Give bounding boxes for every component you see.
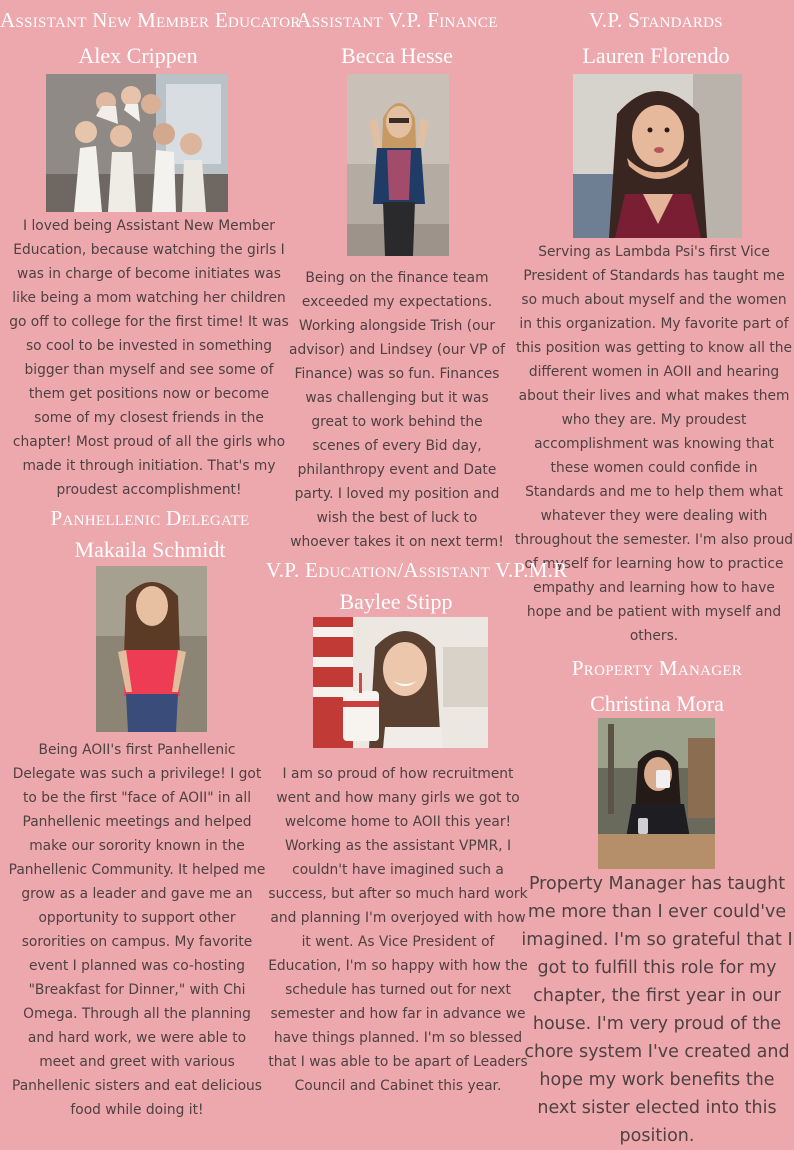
role-title: Assistant V.P. Finance [296,8,498,32]
officer-bio: Being AOII's first Panhellenic Delegate was such a privilege! I got to be the first "face of AOII" in all Panhellenic meetings and helped make our sorority known in the Panhellenic Community. It helped me grow as a leader and gave me an opportunity to support other sororities on campus. My favorite event I planned was co-hosting "Breakfast for Dinner," with Chi Omega. Through all the planning and hard work, we were able to meet and greet with various Panhellenic sisters and eat delicious food while doing it! [8,742,266,1118]
officer-photo [598,718,715,869]
group-photo-icon [46,74,228,212]
portrait-photo-icon [347,74,449,256]
role-title: Panhellenic Delegate [50,506,250,530]
officer-bio: Property Manager has taught me more than I ever could've imagined. I'm so grateful that I got to fulfill this role for my chapter, the first year in our house. I'm very proud of the chore system I've created and hope my work benefits the next sister elected into this position. [521,874,793,1146]
officer-name: Makaila Schmidt [74,537,226,562]
officer-name: Becca Hesse [341,43,453,68]
role-title: V.P. Standards [589,8,723,32]
officer-bio: Serving as Lambda Psi's first Vice President of Standards has taught me so much about myself and the women in this organization. My favorite part of this position was getting to know all the different women in AOII and hearing about their lives and what makes them who they are. My proudest accomplishment was knowing that these women could confide in Standards and me to help them what whatever they were dealing with throughout the semester. I'm also proud of myself for learning how to practice empathy and learning how to have hope and be patient with myself and others. [514,244,794,644]
officer-photo [573,74,742,238]
officer-bio: I loved being Assistant New Member Education, because watching the girls I was in charge of become initiates was like being a mom watching her children go off to college for the first time! It was so cool to be invested in something bigger than myself and see some of them get positions now or become some of my closest friends in the chapter! Most proud of all the girls who made it through initiation. That's my proudest accomplishment! [9,218,289,498]
officer-name: Christina Mora [590,691,724,716]
role-title: Property Manager [571,656,743,680]
officer-bio: Being on the finance team exceeded my expectations. Working alongside Trish (our advisor) and Lindsey (our VP of Finance) was so fun. Finances was challenging but it was great to work behind the scenes of every Bid day, philanthropy event and Date party. I loved my position and wish the best of luck to whoever takes it on next term! [289,270,505,550]
officer-photo [313,617,488,748]
portrait-photo-icon [598,718,715,869]
officer-photo [46,74,228,212]
officer-photo [96,566,207,732]
portrait-photo-icon [96,566,207,732]
portrait-photo-icon [313,617,488,748]
officer-name: Baylee Stipp [339,589,453,614]
officer-name: Alex Crippen [78,43,198,68]
officer-photo [347,74,449,256]
officer-name: Lauren Florendo [582,43,730,68]
officer-bio: I am so proud of how recruitment went and how many girls we got to welcome home to AOII this year! Working as the assistant VPMR, I couldn't have imagined such a success, but after so much hard work and planning I'm overjoyed with how it went. As Vice President of Education, I'm so happy with how the schedule has turned out for next semester and how far in advance we have things planned. I'm so blessed that I was able to be apart of Leaders Council and Cabinet this year. [268,766,528,1094]
role-title: V.P. Education/Assistant V.P.M.R [266,558,568,582]
portrait-photo-icon [573,74,742,238]
role-title: Assistant New Member Educator [0,8,301,32]
